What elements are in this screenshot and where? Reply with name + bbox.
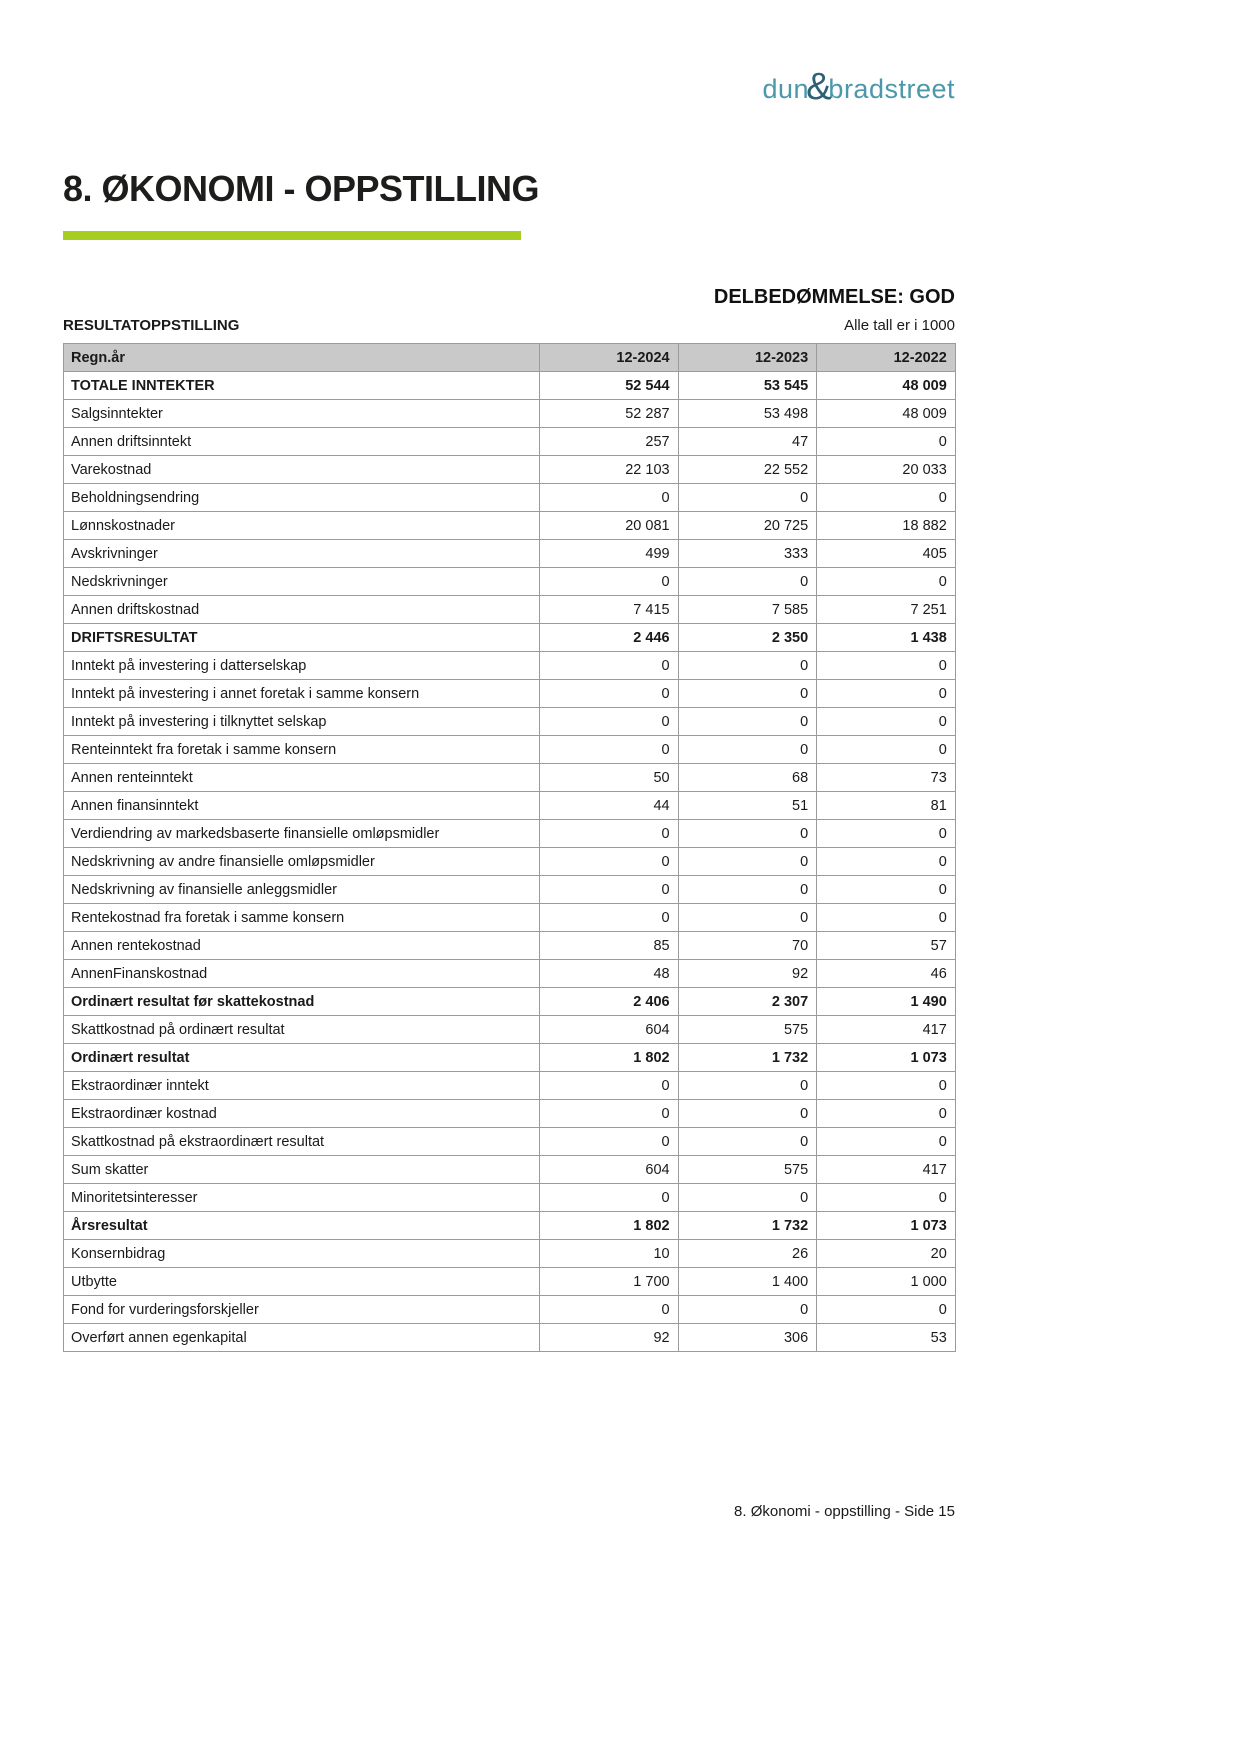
table-row	[64, 428, 956, 456]
row-value: 1 490	[817, 988, 956, 1016]
row-value: 0	[678, 1184, 817, 1212]
table-row	[64, 1016, 956, 1044]
row-value: 2 406	[540, 988, 679, 1016]
row-value: 20 081	[540, 512, 679, 540]
row-label: Sum skatter	[64, 1156, 540, 1184]
row-value: 0	[540, 568, 679, 596]
row-value: 0	[678, 484, 817, 512]
table-row	[64, 932, 956, 960]
row-value: 0	[540, 708, 679, 736]
table-row	[64, 848, 956, 876]
row-value: 92	[540, 1324, 679, 1352]
row-value: 22 103	[540, 456, 679, 484]
row-label: Ordinært resultat	[64, 1044, 540, 1072]
row-label: Årsresultat	[64, 1212, 540, 1240]
row-label: Nedskrivning av andre finansielle omløpsmidler	[64, 848, 540, 876]
row-label: DRIFTSRESULTAT	[64, 624, 540, 652]
row-label: Annen finansinntekt	[64, 792, 540, 820]
table-row	[64, 876, 956, 904]
row-label: Verdiendring av markedsbaserte finansielle omløpsmidler	[64, 820, 540, 848]
row-label: Skattkostnad på ordinært resultat	[64, 1016, 540, 1044]
assessment-label: DELBEDØMMELSE: GOD	[713, 286, 955, 308]
row-value: 1 438	[817, 624, 956, 652]
logo-word-bradstreet: bradstreet	[828, 74, 955, 104]
row-label: Skattkostnad på ekstraordinært resultat	[64, 1128, 540, 1156]
row-value: 0	[817, 652, 956, 680]
row-value: 1 400	[678, 1268, 817, 1296]
row-value: 48	[540, 960, 679, 988]
row-value: 53 498	[678, 400, 817, 428]
table-row	[64, 624, 956, 652]
table-row	[64, 568, 956, 596]
column-header-2023: 12-2023	[678, 344, 817, 372]
table-row	[64, 1296, 956, 1324]
row-label: Lønnskostnader	[64, 512, 540, 540]
row-value: 0	[678, 904, 817, 932]
table-row	[64, 1044, 956, 1072]
row-value: 0	[678, 1100, 817, 1128]
row-value: 306	[678, 1324, 817, 1352]
row-label: AnnenFinanskostnad	[64, 960, 540, 988]
row-value: 0	[540, 1184, 679, 1212]
row-value: 604	[540, 1156, 679, 1184]
row-value: 0	[678, 568, 817, 596]
table-row	[64, 988, 956, 1016]
row-label: Inntekt på investering i annet foretak i samme konsern	[64, 680, 540, 708]
units-note: Alle tall er i 1000	[844, 317, 955, 334]
row-label: Beholdningsendring	[64, 484, 540, 512]
page-title: 8. ØKONOMI - OPPSTILLING	[63, 168, 540, 209]
table-row	[64, 400, 956, 428]
table-header-row	[64, 344, 956, 372]
row-value: 1 073	[817, 1044, 956, 1072]
table-row	[64, 820, 956, 848]
row-value: 0	[817, 876, 956, 904]
row-value: 47	[678, 428, 817, 456]
row-value: 1 000	[817, 1268, 956, 1296]
table-row	[64, 708, 956, 736]
row-value: 0	[817, 568, 956, 596]
row-label: Rentekostnad fra foretak i samme konsern	[64, 904, 540, 932]
row-label: Nedskrivning av finansielle anleggsmidler	[64, 876, 540, 904]
table-body	[64, 372, 956, 1352]
row-value: 0	[678, 736, 817, 764]
row-label: Varekostnad	[64, 456, 540, 484]
row-value: 48 009	[817, 372, 956, 400]
row-value: 2 307	[678, 988, 817, 1016]
row-value: 0	[817, 904, 956, 932]
table-row	[64, 484, 956, 512]
row-value: 10	[540, 1240, 679, 1268]
row-value: 0	[678, 848, 817, 876]
row-value: 0	[817, 1100, 956, 1128]
row-value: 2 350	[678, 624, 817, 652]
row-value: 0	[817, 736, 956, 764]
row-value: 57	[817, 932, 956, 960]
row-value: 0	[678, 876, 817, 904]
row-value: 499	[540, 540, 679, 568]
row-label: Overført annen egenkapital	[64, 1324, 540, 1352]
row-label: Ekstraordinær kostnad	[64, 1100, 540, 1128]
logo-ampersand-icon: &	[806, 66, 832, 108]
row-label: Avskrivninger	[64, 540, 540, 568]
row-value: 18 882	[817, 512, 956, 540]
row-value: 0	[540, 848, 679, 876]
row-value: 417	[817, 1156, 956, 1184]
row-value: 0	[678, 820, 817, 848]
row-value: 575	[678, 1016, 817, 1044]
row-value: 0	[678, 652, 817, 680]
table-row	[64, 1212, 956, 1240]
table-row	[64, 792, 956, 820]
row-value: 0	[678, 1128, 817, 1156]
table-heading-row	[63, 317, 955, 334]
row-value: 22 552	[678, 456, 817, 484]
row-label: Minoritetsinteresser	[64, 1184, 540, 1212]
row-value: 0	[540, 820, 679, 848]
row-value: 405	[817, 540, 956, 568]
row-value: 0	[540, 1100, 679, 1128]
result-statement-table-container	[63, 343, 955, 1352]
row-value: 52 287	[540, 400, 679, 428]
row-label: Inntekt på investering i tilknyttet selskap	[64, 708, 540, 736]
row-value: 1 732	[678, 1044, 817, 1072]
row-value: 0	[678, 1072, 817, 1100]
row-label: Fond for vurderingsforskjeller	[64, 1296, 540, 1324]
row-value: 1 802	[540, 1212, 679, 1240]
row-value: 44	[540, 792, 679, 820]
logo-word-dun: dun	[762, 74, 810, 104]
row-value: 73	[817, 764, 956, 792]
row-value: 0	[817, 708, 956, 736]
row-value: 20 033	[817, 456, 956, 484]
table-row	[64, 960, 956, 988]
row-value: 0	[540, 652, 679, 680]
page-footer: 8. Økonomi - oppstilling - Side 15	[734, 1503, 955, 1520]
row-value: 1 732	[678, 1212, 817, 1240]
table-row	[64, 736, 956, 764]
row-value: 604	[540, 1016, 679, 1044]
row-value: 26	[678, 1240, 817, 1268]
row-value: 0	[817, 820, 956, 848]
row-value: 0	[540, 680, 679, 708]
row-value: 51	[678, 792, 817, 820]
table-row	[64, 904, 956, 932]
table-row	[64, 596, 956, 624]
row-label: Annen driftskostnad	[64, 596, 540, 624]
row-value: 0	[678, 1296, 817, 1324]
table-title: RESULTATOPPSTILLING	[63, 317, 240, 334]
row-value: 0	[817, 680, 956, 708]
row-label: Konsernbidrag	[64, 1240, 540, 1268]
table-row	[64, 1184, 956, 1212]
table-row	[64, 540, 956, 568]
row-value: 333	[678, 540, 817, 568]
row-value: 81	[817, 792, 956, 820]
row-label: TOTALE INNTEKTER	[64, 372, 540, 400]
row-value: 0	[540, 1072, 679, 1100]
row-value: 50	[540, 764, 679, 792]
table-row	[64, 1240, 956, 1268]
row-value: 2 446	[540, 624, 679, 652]
row-value: 0	[678, 680, 817, 708]
column-header-regnar: Regn.år	[64, 344, 540, 372]
row-value: 1 700	[540, 1268, 679, 1296]
row-value: 0	[540, 1128, 679, 1156]
table-row	[64, 512, 956, 540]
row-value: 0	[817, 1184, 956, 1212]
dun-bradstreet-logo	[63, 68, 955, 111]
table-row	[64, 1100, 956, 1128]
row-value: 0	[540, 484, 679, 512]
table-row	[64, 456, 956, 484]
row-label: Annen rentekostnad	[64, 932, 540, 960]
row-value: 257	[540, 428, 679, 456]
row-value: 7 251	[817, 596, 956, 624]
row-label: Utbytte	[64, 1268, 540, 1296]
row-value: 0	[817, 1296, 956, 1324]
row-label: Inntekt på investering i datterselskap	[64, 652, 540, 680]
table-row	[64, 1128, 956, 1156]
row-value: 0	[817, 848, 956, 876]
table-row	[64, 1072, 956, 1100]
row-value: 0	[540, 1296, 679, 1324]
table-row	[64, 1324, 956, 1352]
row-value: 46	[817, 960, 956, 988]
table-row	[64, 680, 956, 708]
row-value: 1 073	[817, 1212, 956, 1240]
row-value: 7 415	[540, 596, 679, 624]
table-row	[64, 764, 956, 792]
row-label: Ekstraordinær inntekt	[64, 1072, 540, 1100]
row-value: 0	[678, 708, 817, 736]
row-value: 0	[540, 904, 679, 932]
row-value: 20 725	[678, 512, 817, 540]
row-value: 0	[817, 484, 956, 512]
table-row	[64, 1268, 956, 1296]
row-label: Nedskrivninger	[64, 568, 540, 596]
row-value: 7 585	[678, 596, 817, 624]
row-value: 52 544	[540, 372, 679, 400]
row-value: 0	[817, 428, 956, 456]
row-label: Ordinært resultat før skattekostnad	[64, 988, 540, 1016]
column-header-2024: 12-2024	[540, 344, 679, 372]
result-statement-table	[63, 343, 956, 1352]
row-value: 417	[817, 1016, 956, 1044]
row-value: 575	[678, 1156, 817, 1184]
row-label: Renteinntekt fra foretak i samme konsern	[64, 736, 540, 764]
row-value: 0	[817, 1128, 956, 1156]
row-value: 0	[817, 1072, 956, 1100]
row-label: Salgsinntekter	[64, 400, 540, 428]
row-value: 53	[817, 1324, 956, 1352]
table-row	[64, 1156, 956, 1184]
title-accent-bar	[63, 231, 521, 240]
row-value: 0	[540, 736, 679, 764]
row-value: 53 545	[678, 372, 817, 400]
row-value: 68	[678, 764, 817, 792]
row-label: Annen driftsinntekt	[64, 428, 540, 456]
row-value: 48 009	[817, 400, 956, 428]
row-value: 0	[540, 876, 679, 904]
row-value: 20	[817, 1240, 956, 1268]
row-label: Annen renteinntekt	[64, 764, 540, 792]
row-value: 1 802	[540, 1044, 679, 1072]
row-value: 70	[678, 932, 817, 960]
table-row	[64, 652, 956, 680]
row-value: 92	[678, 960, 817, 988]
table-row	[64, 372, 956, 400]
row-value: 85	[540, 932, 679, 960]
column-header-2022: 12-2022	[817, 344, 956, 372]
